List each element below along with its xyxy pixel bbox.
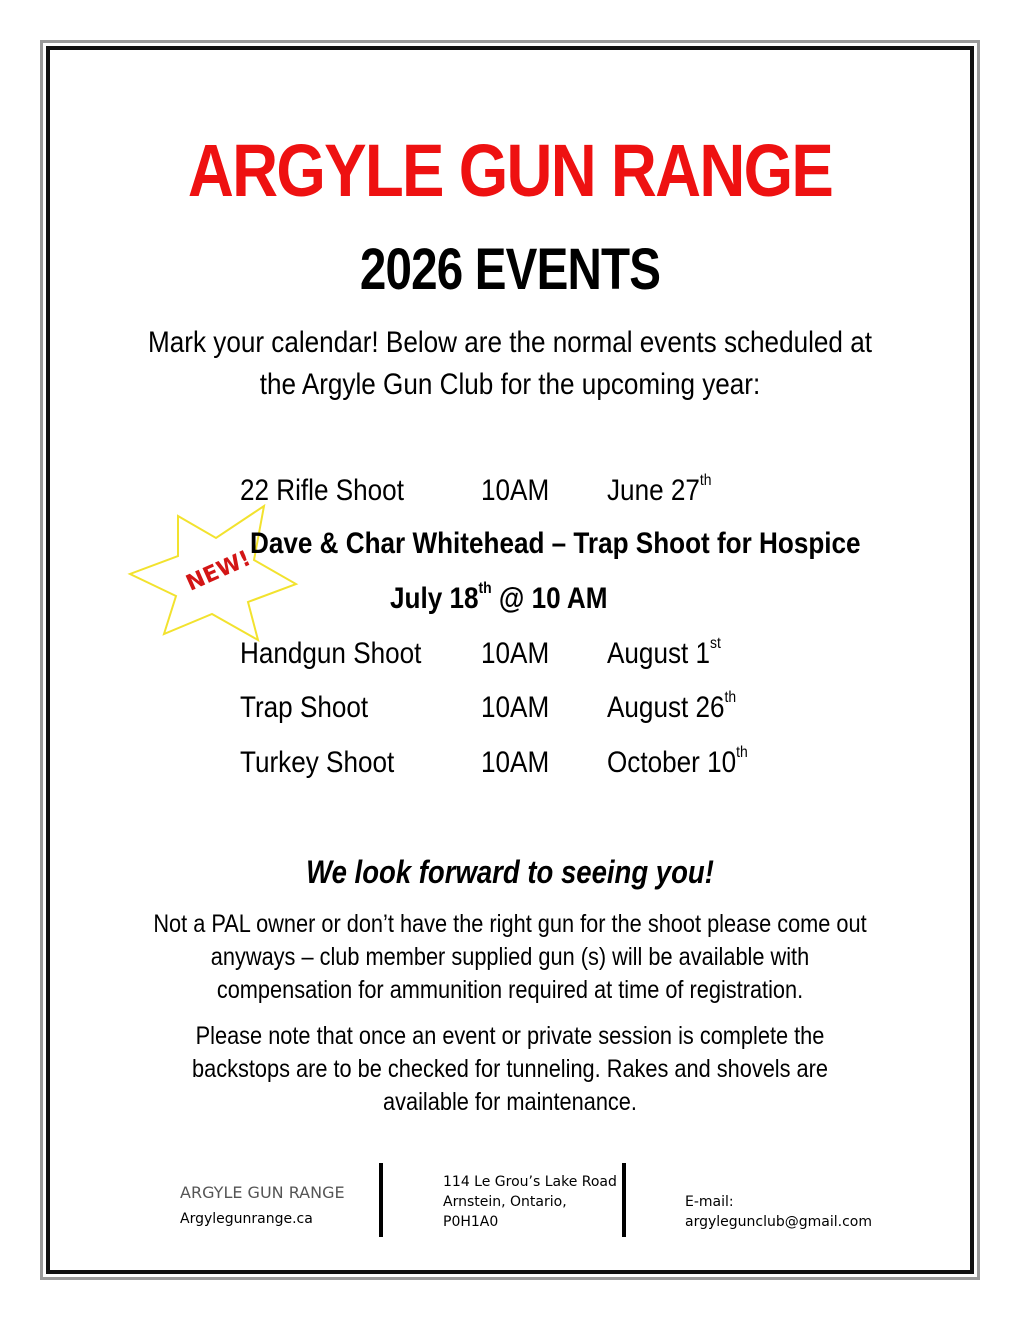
event-time: 10AM [481, 637, 550, 670]
event-date: August 1st [607, 635, 721, 670]
date-suffix: th [724, 689, 737, 706]
footer-address [443, 1172, 617, 1232]
footer-divider [379, 1163, 383, 1237]
event-date: October 10th [607, 744, 748, 779]
email-address: argylegunclub@gmail.com [685, 1214, 872, 1230]
special-event-date: July 18th @ 10 AM [390, 580, 608, 615]
event-name: Handgun Shoot [240, 637, 422, 670]
event-name: Turkey Shoot [240, 746, 395, 779]
email-label: E-mail: [685, 1194, 734, 1210]
event-time: 10AM [481, 474, 550, 507]
footer-website: Argylegunrange.ca [180, 1211, 313, 1227]
page-subtitle: 2026 EVENTS [359, 237, 661, 302]
date-suffix: st [710, 635, 721, 652]
event-name: 22 Rifle Shoot [240, 474, 404, 507]
intro-text: Mark your calendar! Below are the normal events scheduled at the Argyle Gun Club for the upcoming year: [148, 326, 872, 401]
address-line: P0H1A0 [443, 1214, 499, 1230]
starburst-icon [126, 498, 301, 648]
footer-club-name: ARGYLE GUN RANGE [180, 1183, 345, 1202]
date-suffix: th [699, 472, 712, 489]
date-suffix: th [736, 744, 748, 761]
footer-divider [622, 1163, 626, 1237]
event-name: Trap Shoot [240, 691, 369, 724]
event-date: June 27th [607, 472, 712, 507]
closing-message: We look forward to seeing you! [306, 854, 714, 890]
address-line: Arnstein, Ontario, [443, 1194, 567, 1210]
footer-email [685, 1192, 872, 1232]
backstop-note: Please note that once an event or private session is complete the backstops are to be checked for tunneling. Rakes and shovels are available for maintenance. [192, 1022, 828, 1116]
date-suffix: th [478, 580, 492, 597]
event-time: 10AM [481, 691, 550, 724]
page-title: ARGYLE GUN RANGE [187, 129, 833, 212]
event-date: August 26th [607, 689, 737, 724]
special-event-title: Dave & Char Whitehead – Trap Shoot for Hospice [250, 527, 861, 560]
pal-note: Not a PAL owner or don’t have the right gun for the shoot please come out anyways – club member supplied gun (s) will be available with compensation for ammunition required at time of registration. [153, 910, 867, 1004]
event-time: 10AM [481, 746, 550, 779]
new-badge-label: NEW! [182, 546, 255, 597]
address-line: 114 Le Grou’s Lake Road [443, 1174, 617, 1190]
